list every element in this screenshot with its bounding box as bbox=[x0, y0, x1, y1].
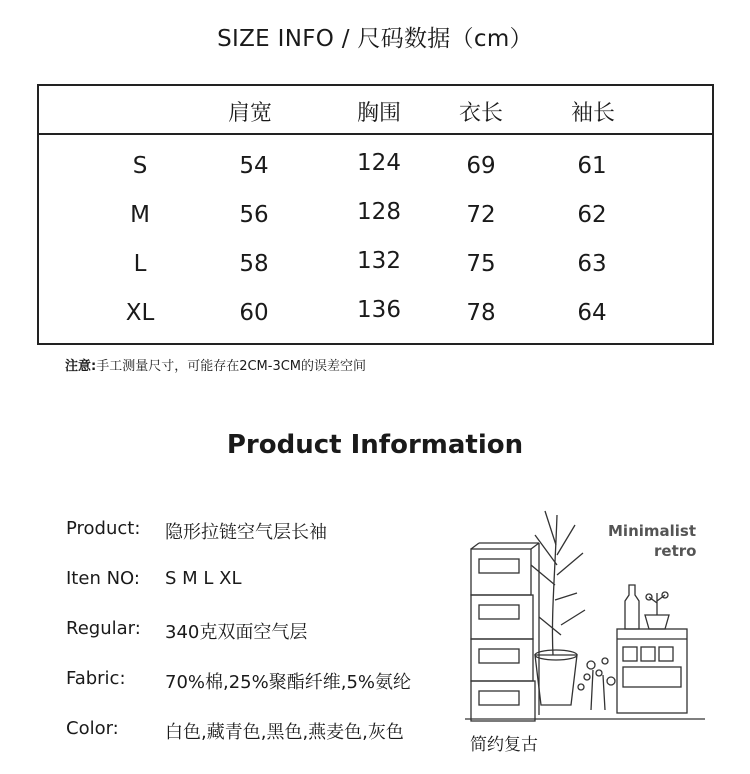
row-size-xl: XL bbox=[125, 300, 155, 326]
overlay-retro: retro bbox=[654, 542, 697, 560]
cell-length: 78 bbox=[466, 300, 496, 326]
fabric-label: Fabric: bbox=[66, 668, 126, 689]
product-label: Product: bbox=[66, 518, 141, 539]
measurement-note bbox=[65, 355, 366, 374]
cell-sleeve: 64 bbox=[577, 300, 607, 326]
cell-shoulder: 58 bbox=[239, 251, 269, 277]
illustration-caption: 简约复古 bbox=[470, 735, 538, 755]
cell-sleeve: 63 bbox=[577, 251, 607, 277]
cell-chest: 136 bbox=[357, 297, 401, 323]
header-shoulder: 肩宽 bbox=[227, 101, 273, 126]
cell-shoulder: 60 bbox=[239, 300, 269, 326]
cell-sleeve: 61 bbox=[577, 153, 607, 179]
cell-length: 69 bbox=[466, 153, 496, 179]
item-no-value: S M L XL bbox=[165, 568, 242, 589]
cell-shoulder: 54 bbox=[239, 153, 269, 179]
header-length: 衣长 bbox=[458, 101, 504, 126]
cell-chest: 132 bbox=[357, 248, 401, 274]
cell-length: 75 bbox=[466, 251, 496, 277]
row-size-m: M bbox=[130, 202, 150, 228]
row-size-s: S bbox=[132, 153, 148, 179]
cell-chest: 124 bbox=[357, 150, 401, 176]
regular-label: Regular: bbox=[66, 618, 141, 639]
item-no-label: Iten NO: bbox=[66, 568, 140, 589]
note-text: 手工测量尺寸，可能存在2CM-3CM的误差空间 bbox=[96, 359, 367, 374]
header-sleeve: 袖长 bbox=[570, 101, 616, 126]
table-header-divider bbox=[37, 133, 714, 135]
color-value: 白色,藏青色,黑色,燕麦色,灰色 bbox=[165, 722, 404, 743]
product-info-title: Product Information bbox=[226, 430, 524, 460]
cell-shoulder: 56 bbox=[239, 202, 269, 228]
row-size-l: L bbox=[133, 251, 147, 277]
color-label: Color: bbox=[66, 718, 119, 739]
fabric-value: 70%棉,25%聚酯纤维,5%氨纶 bbox=[165, 672, 412, 693]
note-prefix: 注意: bbox=[65, 359, 97, 374]
regular-value: 340克双面空气层 bbox=[165, 622, 308, 643]
cell-sleeve: 62 bbox=[577, 202, 607, 228]
cell-length: 72 bbox=[466, 202, 496, 228]
cell-chest: 128 bbox=[357, 199, 401, 225]
overlay-minimalist: Minimalist bbox=[608, 522, 697, 540]
size-info-title: SIZE INFO / 尺码数据（cm） bbox=[217, 26, 533, 52]
header-chest: 胸围 bbox=[356, 101, 402, 126]
product-value: 隐形拉链空气层长袖 bbox=[165, 522, 327, 543]
